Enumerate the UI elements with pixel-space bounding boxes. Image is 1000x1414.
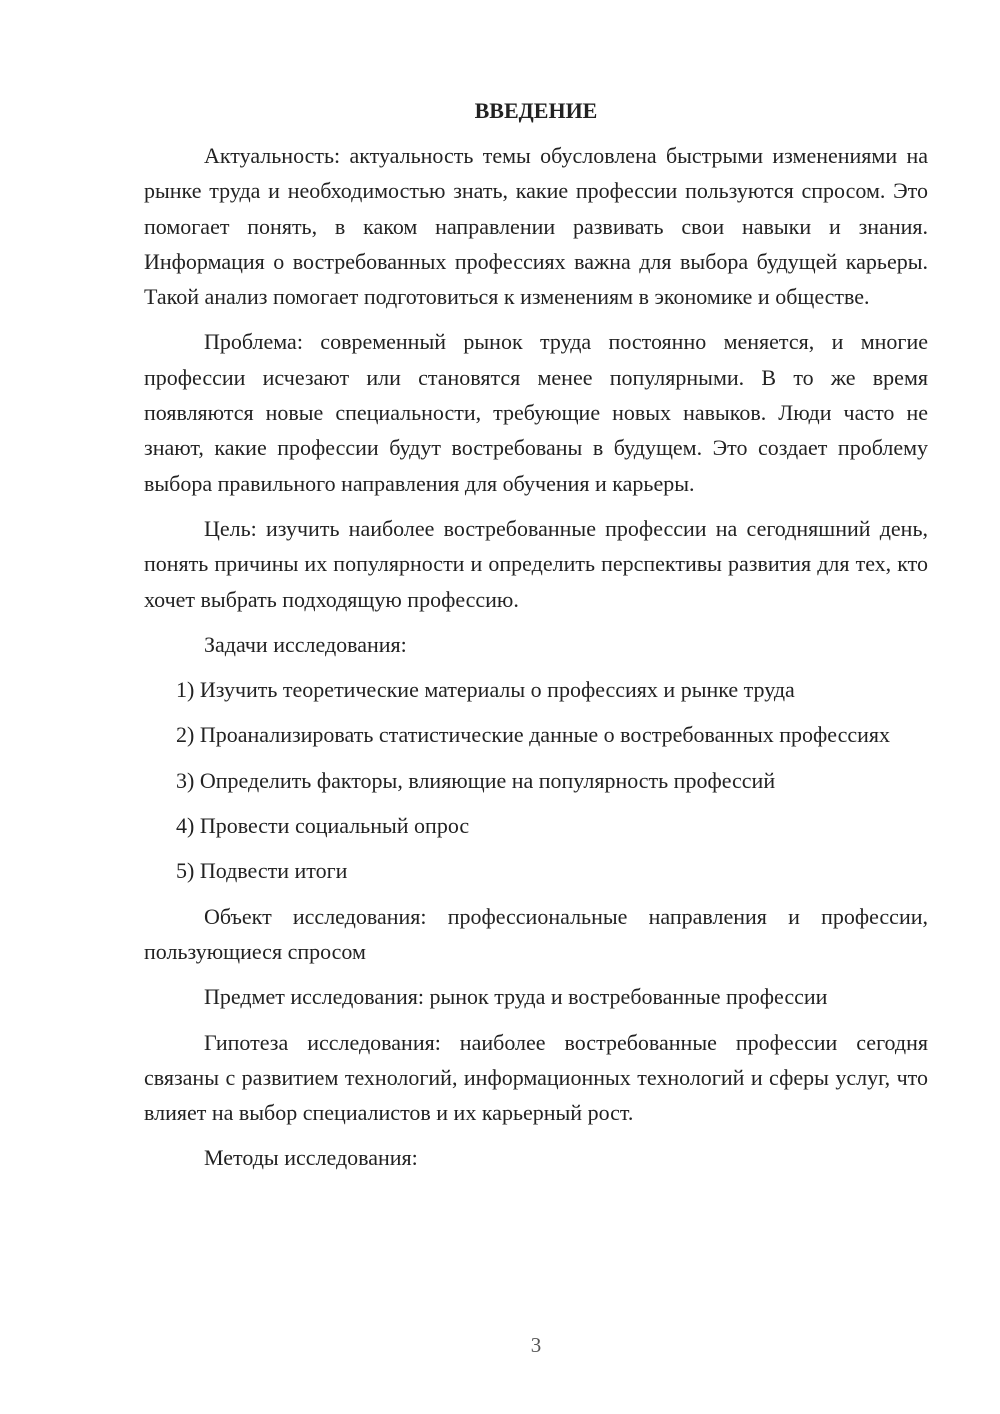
page-number: 3 — [530, 1333, 542, 1357]
task-item-3: 3) Определить факторы, влияющие на популярность профессий — [176, 767, 776, 793]
paragraph-methods: Методы исследования: — [204, 1145, 418, 1171]
paragraph-tasks-heading: Задачи исследования: — [204, 631, 407, 657]
page-footer — [0, 1333, 1000, 1363]
document-page — [144, 96, 928, 1176]
paragraph-subject: Предмет исследования: рынок труда и востребованные профессии — [204, 984, 828, 1010]
paragraph-problem: Проблема: современный рынок труда постоянно меняется, и многие профессии исчезают или становятся менее популярными. В то же время появляются новые специальности, требующие новых навыков. Люди часто не знают, какие профессии будут востребованы в будущем. Это создает проблему выбора правильного направления для обучения и карьеры. — [144, 329, 928, 496]
paragraph-object: Объект исследования: профессиональные направления и профессии, пользующиеся спросом — [144, 903, 928, 964]
task-item-5: 5) Подвести итоги — [176, 858, 348, 884]
section-title: ВВЕДЕНИЕ — [474, 98, 598, 123]
paragraph-hypothesis: Гипотеза исследования: наиболее востребованные профессии сегодня связаны с развитием технологий, информационных технологий и сферы услуг, что влияет на выбор специалистов и их карьерный рост. — [144, 1029, 928, 1126]
paragraph-goal: Цель: изучить наиболее востребованные профессии на сегодняшний день, понять причины их популярности и определить перспективы развития для тех, кто хочет выбрать подходящую профессию. — [144, 515, 928, 612]
paragraph-relevance: Актуальность: актуальность темы обусловлена быстрыми изменениями на рынке труда и необходимостью знать, какие профессии пользуются спросом. Это помогает понять, в каком направлении развивать свои навыки и знания. Информация о востребованных профессиях важна для выбора будущей карьеры. Такой анализ помогает подготовиться к изменениям в экономике и обществе. — [144, 143, 928, 310]
task-item-1: 1) Изучить теоретические материалы о профессиях и рынке труда — [176, 677, 795, 703]
task-item-4: 4) Провести социальный опрос — [176, 813, 470, 839]
task-item-2: 2) Проанализировать статистические данные о востребованных профессиях — [176, 722, 891, 748]
